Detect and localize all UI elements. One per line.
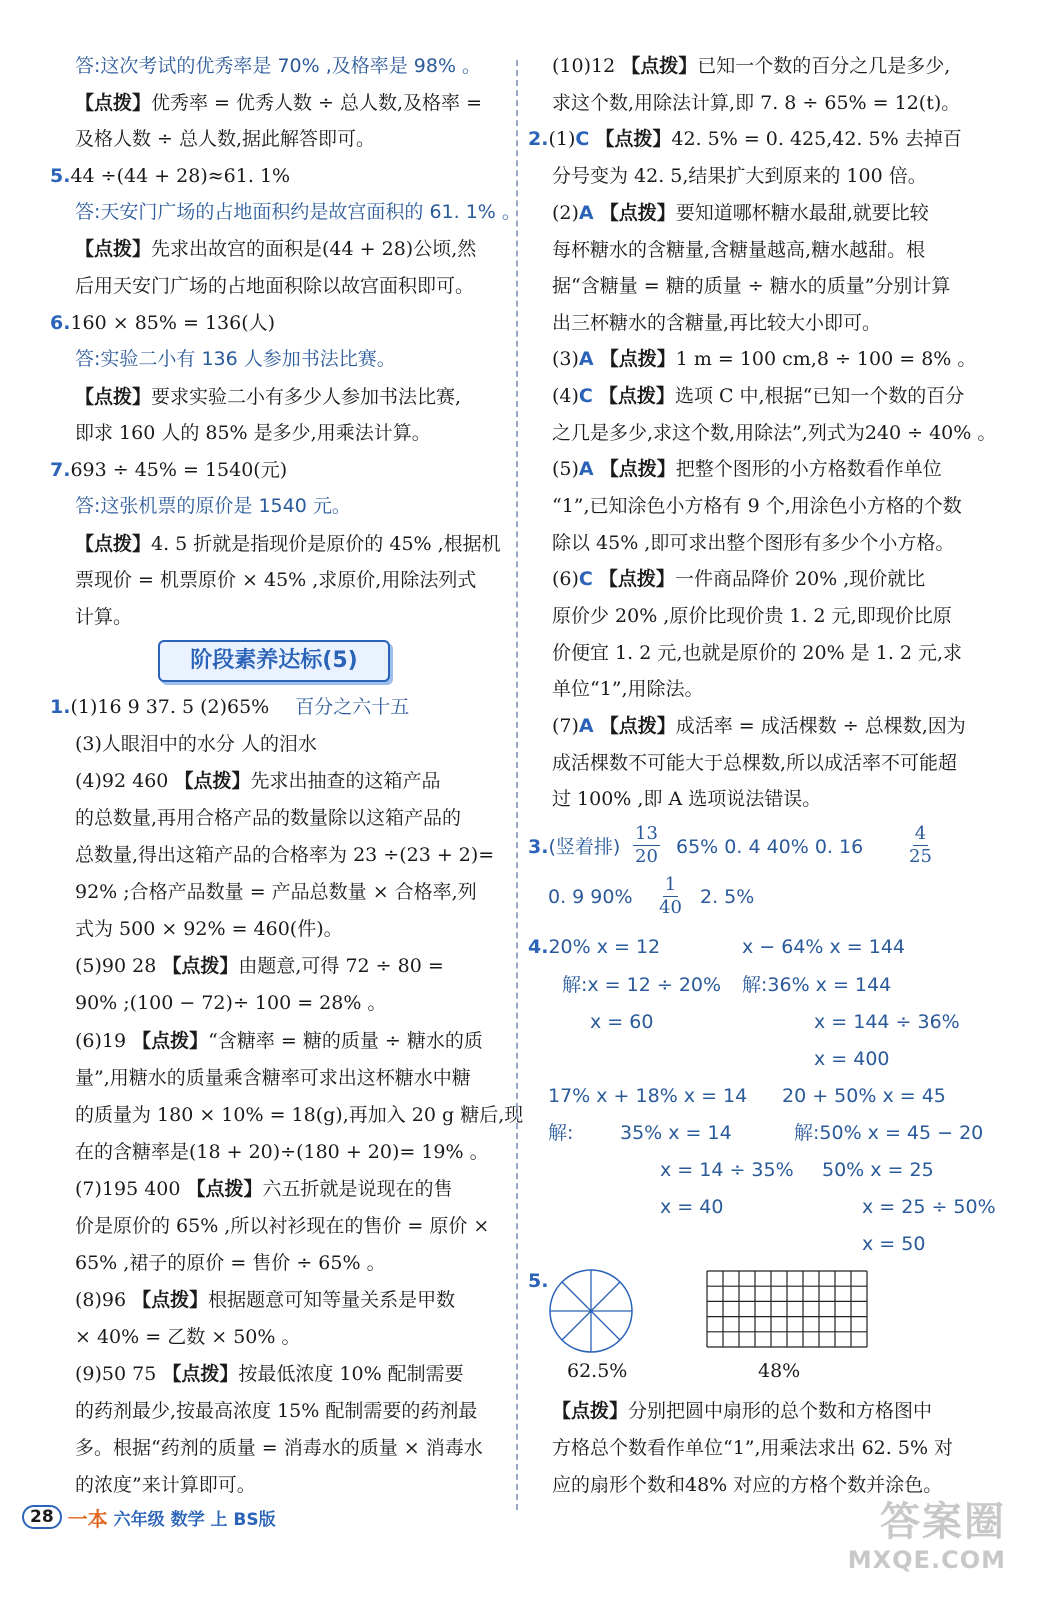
- pie-sector-line: [591, 1282, 620, 1311]
- hint-tag: 【点拨】: [162, 955, 239, 977]
- watermark-url: MXQE.COM: [847, 1546, 1006, 1574]
- question-number: 1.: [50, 696, 71, 718]
- text-line: 式为 500 × 92% = 460(件)。: [75, 918, 343, 940]
- fraction: [633, 825, 660, 866]
- question-number: 2.: [528, 128, 549, 150]
- text-line: 之几是多少,求这个数,用除法”,列式为240 ÷ 40% 。: [552, 422, 997, 444]
- text-line: 除以 45% ,即可求出整个图形有多少个小方格。: [552, 532, 955, 554]
- equation: x = 14 ÷ 35%: [660, 1159, 794, 1181]
- hint-text: 一件商品降价 20% ,现价就比: [674, 568, 926, 590]
- fraction: [659, 876, 682, 917]
- text-line: 分号变为 42. 5,结果扩大到原来的 100 倍。: [552, 165, 927, 187]
- hint-line: [552, 717, 966, 736]
- numerator: 4: [914, 823, 927, 844]
- question-number: 6.: [50, 312, 71, 334]
- equation: x = 25 ÷ 50%: [862, 1196, 996, 1218]
- answer-text: 百分之六十五: [295, 696, 410, 718]
- text-line: 计算。: [75, 606, 133, 628]
- hint-text: 4. 5 折就是指现价是原价的 45% ,根据机: [151, 533, 501, 555]
- text-line: 单位“1”,用除法。: [552, 678, 704, 700]
- hint-tag: 【点拨】: [598, 385, 675, 407]
- text: (7): [552, 715, 579, 737]
- hint-text: 六五折就是说现在的售: [262, 1178, 453, 1200]
- pie-figure: [548, 1268, 634, 1354]
- answer-values: 2. 5%: [700, 886, 755, 908]
- hint-tag: 【点拨】: [75, 533, 152, 555]
- equation: 20% x = 12: [548, 936, 661, 958]
- text-line: 总数量,得出这箱产品的合格率为 23 ÷(23 + 2)=: [75, 844, 495, 866]
- hint-text: 成活率 = 成活棵数 ÷ 总棵数,因为: [675, 715, 966, 737]
- watermark-logo: 答案圈: [880, 1499, 1006, 1545]
- question-6: [50, 314, 275, 333]
- grid-figure: [704, 1268, 870, 1350]
- choice-letter: A: [578, 202, 594, 224]
- equation: 解:: [548, 1122, 574, 1144]
- text-line: 成活棵数不可能大于总棵数,所以成活率不可能超: [552, 752, 958, 774]
- grid-caption: 48%: [758, 1360, 801, 1382]
- text-line: 在的含糖率是(18 + 20)÷(180 + 20)= 19% 。: [75, 1141, 489, 1163]
- equation: x = 40: [660, 1196, 724, 1218]
- answer-values: 65% 0. 4 40% 0. 16: [676, 836, 864, 858]
- choice-letter: C: [575, 128, 590, 150]
- question-5-right: [528, 1272, 548, 1291]
- hint-line: [75, 94, 482, 113]
- hint-text: 先求出故宫的面积是(44 + 28)公顷,然: [151, 238, 477, 260]
- hint-tag: 【点拨】: [132, 1030, 209, 1052]
- text-line: 90% ;(100 − 72)÷ 100 = 28% 。: [75, 992, 387, 1014]
- hint-tag: 【点拨】: [162, 1363, 239, 1385]
- section-title: 阶段素养达标(5): [158, 640, 390, 682]
- text-line: (3)人眼泪中的水分 人的泪水: [75, 733, 317, 755]
- equation: 35% x = 14: [620, 1122, 732, 1144]
- choice-letter: C: [578, 385, 593, 407]
- text-line: 的浓度”来计算即可。: [75, 1474, 256, 1496]
- choice-letter: A: [578, 458, 594, 480]
- hint-line: [75, 388, 461, 407]
- text-line: 即求 160 人的 85% 是多少,用乘法计算。: [75, 422, 431, 444]
- hint-tag: 【点拨】: [174, 770, 251, 792]
- watermark: [836, 1488, 1016, 1588]
- text-line: 的质量为 180 × 10% = 18(g),再加入 20 g 糖后,现: [75, 1104, 524, 1126]
- denominator: 25: [909, 846, 932, 867]
- text-line: 价是原价的 65% ,所以衬衫现在的售价 = 原价 ×: [75, 1215, 490, 1237]
- text-line: 多。根据“药剂的质量 = 消毒水的质量 × 消毒水: [75, 1437, 483, 1459]
- text-line: × 40% = 乙数 × 50% 。: [75, 1326, 301, 1348]
- question-7: [50, 461, 287, 480]
- hint-tag: 【点拨】: [552, 1400, 629, 1422]
- hint-text: 分别把圆中扇形的总个数和方格图中: [628, 1400, 933, 1422]
- question-number: 3.: [528, 836, 549, 858]
- equation: 解:36% x = 144: [742, 974, 892, 996]
- hint-tag: 【点拨】: [599, 348, 676, 370]
- hint-line: [75, 1365, 464, 1384]
- hint-text: 把整个图形的小方格数看作单位: [675, 458, 942, 480]
- hint-tag: 【点拨】: [595, 128, 672, 150]
- hint-text: 按最低浓度 10% 配制需要: [238, 1363, 464, 1385]
- equation: 160 × 85% = 136(人): [70, 312, 276, 334]
- text-line: 及格人数 ÷ 总人数,据此解答即可。: [75, 128, 376, 150]
- hint-line: [75, 1180, 453, 1199]
- hint-line: [552, 387, 964, 406]
- hint-text: 根据题意可知等量关系是甲数: [208, 1289, 456, 1311]
- instruction-text: (竖着排): [548, 836, 621, 858]
- hint-line: [75, 1291, 455, 1310]
- text-line: 出三杯糖水的含糖量,再比较大小即可。: [552, 312, 882, 334]
- answer-line: 答:天安门广场的占地面积约是故宫面积的 61. 1% 。: [75, 201, 521, 223]
- hint-line: [552, 57, 950, 76]
- hint-line: [75, 957, 444, 976]
- text: (3): [552, 348, 579, 370]
- hint-text: 已知一个数的百分之几是多少,: [697, 55, 951, 77]
- text: (9)50 75: [75, 1363, 163, 1385]
- hint-text: 选项 C 中,根据“已知一个数的百分: [674, 385, 965, 407]
- pie-sector-lines: [550, 1270, 632, 1352]
- choice-letter: A: [578, 715, 594, 737]
- text: (10)12: [552, 55, 622, 77]
- choice-letter: A: [578, 348, 594, 370]
- equation: x − 64% x = 144: [742, 936, 906, 958]
- text-line: 方格总个数看作单位“1”,用乘法求出 62. 5% 对: [552, 1437, 954, 1459]
- text-line: 92% ;合格产品数量 = 产品总数量 × 合格率,列: [75, 881, 477, 903]
- question-5: [50, 167, 290, 186]
- hint-text: 由题意,可得 72 ÷ 80 =: [238, 955, 444, 977]
- pie-sector-line: [591, 1311, 620, 1340]
- fraction: [909, 825, 932, 866]
- question-number: 7.: [50, 459, 71, 481]
- hint-line: [552, 350, 976, 369]
- text-line: 每杯糖水的含糖量,含糖量越高,糖水越甜。根: [552, 239, 926, 261]
- hint-text: 先求出抽查的这箱产品: [250, 770, 441, 792]
- hint-text: 42. 5% = 0. 425,42. 5% 去掉百: [671, 128, 962, 150]
- text: (1): [548, 128, 576, 150]
- hint-tag: 【点拨】: [599, 715, 676, 737]
- hint-line: [552, 204, 929, 223]
- text: (1)16 9 37. 5 (2)65%: [70, 696, 270, 718]
- question-number: 5.: [528, 1270, 549, 1292]
- column-divider: [516, 60, 518, 1510]
- text-line: 价便宜 1. 2 元,也就是原价的 20% 是 1. 2 元,求: [552, 642, 963, 664]
- text-line: 量”,用糖水的质量乘含糖率可求出这杯糖水中糖: [75, 1067, 471, 1089]
- brand-logo: 一本: [67, 1506, 108, 1531]
- hint-tag: 【点拨】: [75, 386, 152, 408]
- pie-caption: 62.5%: [567, 1360, 628, 1382]
- equation: 50% x = 25: [822, 1159, 934, 1181]
- question-number: 5.: [50, 165, 71, 187]
- hint-tag: 【点拨】: [186, 1178, 263, 1200]
- equation: 44 ÷(44 + 28)≈61. 1%: [70, 165, 291, 187]
- text: (6)19: [75, 1030, 133, 1052]
- text-line: 票现价 = 机票原价 × 45% ,求原价,用除法列式: [75, 569, 477, 591]
- question-2: [528, 130, 962, 149]
- equation: x = 400: [814, 1048, 890, 1070]
- text-line: 65% ,裙子的原价 = 售价 ÷ 65% 。: [75, 1252, 386, 1274]
- equation: 693 ÷ 45% = 1540(元): [70, 459, 288, 481]
- denominator: 20: [635, 846, 658, 867]
- hint-tag: 【点拨】: [599, 458, 676, 480]
- text-line: 原价少 20% ,原价比现价贵 1. 2 元,即现价比原: [552, 605, 952, 627]
- answer-line: 答:实验二小有 136 人参加书法比赛。: [75, 348, 396, 370]
- hint-text: 优秀率 = 优秀人数 ÷ 总人数,及格率 =: [151, 92, 483, 114]
- equation: 解:x = 12 ÷ 20%: [562, 974, 722, 996]
- equation: 解:50% x = 45 − 20: [794, 1122, 984, 1144]
- hint-tag: 【点拨】: [599, 202, 676, 224]
- question-3: [528, 838, 620, 857]
- text: (4)92 460: [75, 770, 175, 792]
- question-4: [528, 938, 660, 957]
- text: (7)195 400: [75, 1178, 187, 1200]
- section-q1: [50, 698, 409, 717]
- equation: x = 60: [590, 1011, 654, 1033]
- pie-sector-line: [562, 1282, 591, 1311]
- text-line: 据“含糖量 = 糖的质量 ÷ 糖水的质量”分别计算: [552, 275, 951, 297]
- hint-text: 要知道哪杯糖水最甜,就要比较: [675, 202, 929, 224]
- text: (6): [552, 568, 579, 590]
- hint-tag: 【点拨】: [621, 55, 698, 77]
- hint-text: “含糖率 = 糖的质量 ÷ 糖水的质: [208, 1030, 483, 1052]
- grid-lines: [707, 1271, 867, 1347]
- book-subject: 六年级 数学 上 BS版: [113, 1509, 276, 1530]
- hint-tag: 【点拨】: [75, 238, 152, 260]
- hint-tag: 【点拨】: [132, 1289, 209, 1311]
- text: (5): [552, 458, 579, 480]
- choice-letter: C: [578, 568, 593, 590]
- answer-line: 答:这次考试的优秀率是 70% ,及格率是 98% 。: [75, 55, 482, 77]
- text: (2): [552, 202, 579, 224]
- hint-tag: 【点拨】: [75, 92, 152, 114]
- numerator: 1: [664, 874, 677, 895]
- text-line: “1”,已知涂色小方格有 9 个,用涂色小方格的个数: [552, 495, 962, 517]
- equation: x = 50: [862, 1233, 926, 1255]
- hint-line: [75, 535, 501, 554]
- text: (4): [552, 385, 579, 407]
- hint-line: [552, 1402, 932, 1421]
- equation: 17% x + 18% x = 14: [548, 1085, 748, 1107]
- hint-line: [75, 240, 476, 259]
- page-footer: [22, 1502, 276, 1532]
- question-number: 4.: [528, 936, 549, 958]
- hint-line: [552, 570, 925, 589]
- hint-text: 1 m = 100 cm,8 ÷ 100 = 8% 。: [675, 348, 977, 370]
- text-line: 的药剂最少,按最高浓度 15% 配制需要的药剂最: [75, 1400, 478, 1422]
- pie-sector-line: [562, 1311, 591, 1340]
- text-line: 应的扇形个数和48% 对应的方格个数并涂色。: [552, 1474, 943, 1496]
- equation: x = 144 ÷ 36%: [814, 1011, 960, 1033]
- text-line: 的总数量,再用合格产品的数量除以这箱产品的: [75, 807, 462, 829]
- hint-line: [552, 460, 942, 479]
- hint-line: [75, 1032, 483, 1051]
- answer-line: 答:这张机票的原价是 1540 元。: [75, 495, 351, 517]
- hint-line: [75, 772, 440, 791]
- hint-tag: 【点拨】: [598, 568, 675, 590]
- answer-values: 0. 9 90%: [548, 886, 633, 908]
- text-line: 求这个数,用除法计算,即 7. 8 ÷ 65% = 12(t)。: [552, 92, 961, 114]
- text: (8)96: [75, 1289, 133, 1311]
- equation: 20 + 50% x = 45: [782, 1085, 946, 1107]
- denominator: 40: [659, 897, 682, 918]
- hint-text: 要求实验二小有多少人参加书法比赛,: [151, 386, 462, 408]
- page-number: 28: [22, 1505, 62, 1529]
- numerator: 13: [635, 823, 658, 844]
- text-line: 后用天安门广场的占地面积除以故宫面积即可。: [75, 275, 475, 297]
- text: (5)90 28: [75, 955, 163, 977]
- text-line: 过 100% ,即 A 选项说法错误。: [552, 788, 822, 810]
